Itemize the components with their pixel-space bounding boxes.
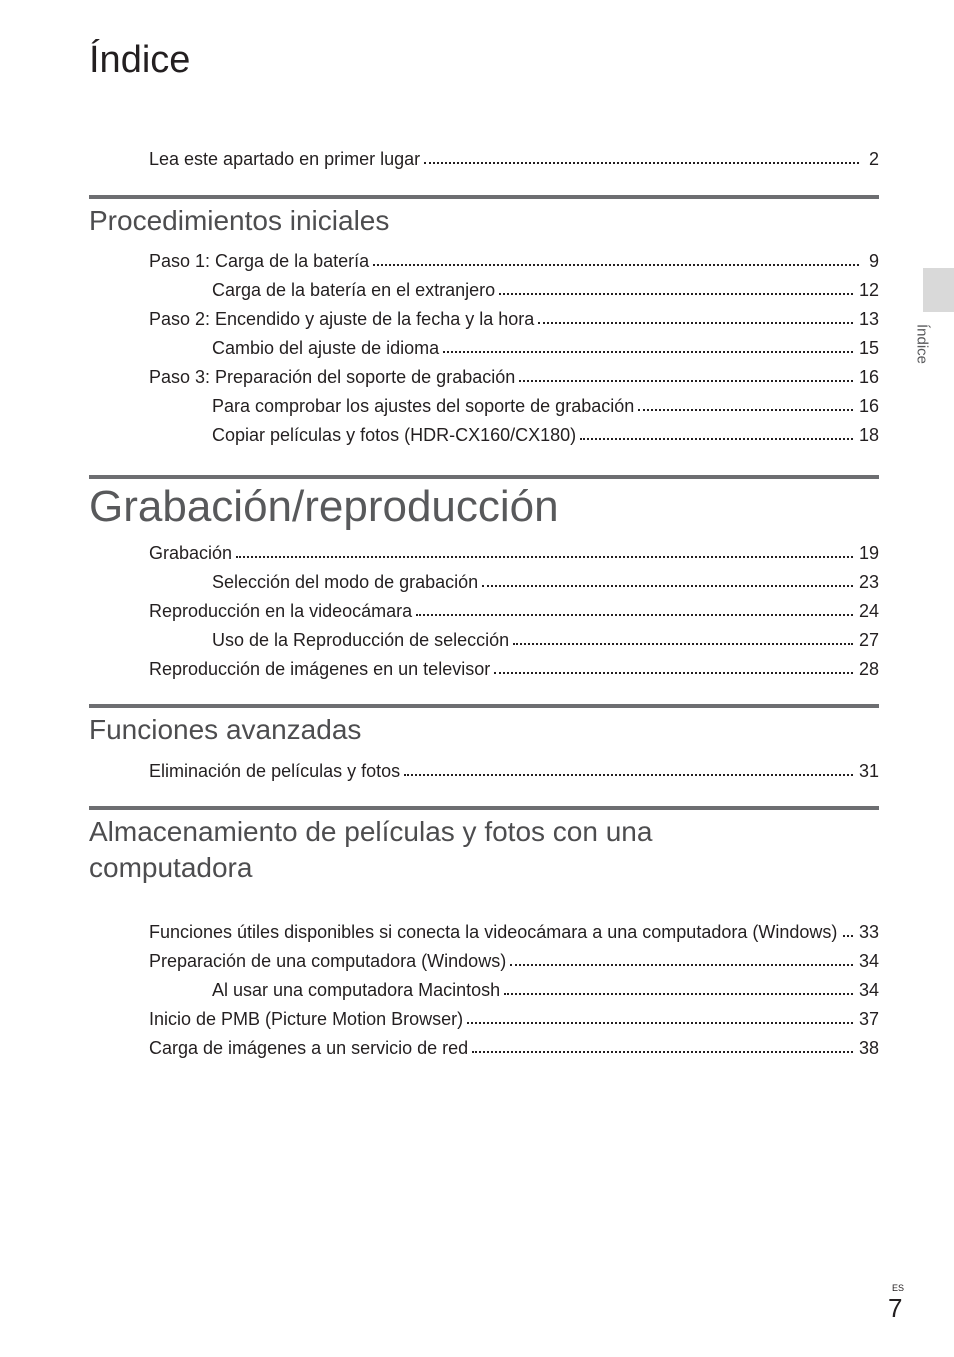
toc-entry[interactable] bbox=[149, 243, 879, 272]
section-title: Funciones avanzadas bbox=[89, 714, 362, 745]
section-procedimientos-iniciales bbox=[89, 195, 879, 239]
toc-page-number: 33 bbox=[858, 922, 879, 942]
dot-leader bbox=[472, 1051, 853, 1053]
dot-leader bbox=[638, 409, 853, 411]
toc-entry[interactable] bbox=[149, 593, 879, 622]
toc-list-section-2 bbox=[149, 535, 879, 680]
toc-entry-text: Inicio de PMB (Picture Motion Browser) bbox=[149, 1009, 464, 1029]
toc-entry[interactable] bbox=[149, 651, 879, 680]
toc-page-number: 15 bbox=[858, 338, 879, 358]
toc-entry[interactable] bbox=[149, 535, 879, 564]
section-grabacion-reproduccion bbox=[89, 475, 879, 533]
toc-page-number: 18 bbox=[858, 425, 879, 445]
section-funciones-avanzadas bbox=[89, 704, 879, 748]
toc-page-number: 16 bbox=[858, 396, 879, 416]
dot-leader bbox=[373, 264, 859, 266]
toc-entry[interactable] bbox=[149, 141, 879, 170]
toc-subentry[interactable] bbox=[149, 972, 879, 1001]
section-title: Procedimientos iniciales bbox=[89, 205, 390, 236]
toc-page-number: 23 bbox=[858, 572, 879, 592]
section-title: Grabación/reproducción bbox=[89, 482, 559, 531]
dot-leader bbox=[843, 935, 853, 937]
dot-leader bbox=[416, 614, 853, 616]
toc-entry-text: Reproducción en la videocámara bbox=[149, 601, 413, 621]
toc-entry-text: Selección del modo de grabación bbox=[212, 572, 479, 592]
dot-leader bbox=[510, 964, 853, 966]
toc-page-number: 13 bbox=[858, 309, 879, 329]
footer-language-code: ES bbox=[892, 1283, 905, 1293]
toc-page-number: 34 bbox=[858, 980, 879, 1000]
toc-entry[interactable] bbox=[149, 1030, 879, 1059]
section-almacenamiento bbox=[89, 806, 879, 886]
toc-entry[interactable] bbox=[149, 301, 879, 330]
toc-subentry[interactable] bbox=[149, 330, 879, 359]
toc-list-section-4 bbox=[149, 891, 879, 1059]
toc-intro bbox=[149, 141, 879, 170]
toc-entry[interactable] bbox=[149, 891, 879, 943]
toc-page-number: 2 bbox=[868, 149, 879, 169]
dot-leader bbox=[504, 993, 853, 995]
dot-leader bbox=[519, 380, 853, 382]
section-title-line: Almacenamiento de películas y fotos con una bbox=[89, 816, 653, 847]
toc-page-number: 37 bbox=[858, 1009, 879, 1029]
page-title: Índice bbox=[89, 39, 191, 81]
side-tab-label: Índice bbox=[913, 323, 931, 365]
footer-page-number: 7 bbox=[888, 1293, 903, 1323]
toc-page-number: 16 bbox=[858, 367, 879, 387]
toc-page-number: 9 bbox=[868, 251, 879, 271]
dot-leader bbox=[467, 1022, 853, 1024]
toc-entry-text: Carga de imágenes a un servicio de red bbox=[149, 1038, 469, 1058]
section-title-line: computadora bbox=[89, 852, 253, 883]
toc-list-section-1 bbox=[149, 243, 879, 446]
toc-entry[interactable] bbox=[149, 359, 879, 388]
toc-page-number: 24 bbox=[858, 601, 879, 621]
toc-entry-text: Funciones útiles disponibles si conecta la videocámara a una computadora (Windows) bbox=[149, 922, 838, 942]
toc-entry-text: Uso de la Reproducción de selección bbox=[212, 630, 510, 650]
section-title bbox=[89, 810, 879, 886]
toc-entry-text: Cambio del ajuste de idioma bbox=[212, 338, 440, 358]
dot-leader bbox=[494, 672, 853, 674]
toc-subentry[interactable] bbox=[149, 564, 879, 593]
side-index-tab bbox=[923, 268, 954, 312]
toc-entry-text: Preparación de una computadora (Windows) bbox=[149, 951, 507, 971]
toc-entry-text: Para comprobar los ajustes del soporte de grabación bbox=[212, 396, 635, 416]
toc-entry-text: Eliminación de películas y fotos bbox=[149, 761, 401, 781]
toc-list-section-3 bbox=[149, 753, 879, 782]
toc-subentry[interactable] bbox=[149, 388, 879, 417]
toc-entry[interactable] bbox=[149, 943, 879, 972]
toc-entry-text: Grabación bbox=[149, 543, 233, 563]
toc-page-number: 38 bbox=[858, 1038, 879, 1058]
toc-entry[interactable] bbox=[149, 753, 879, 782]
dot-leader bbox=[424, 162, 859, 164]
toc-page-number: 12 bbox=[858, 280, 879, 300]
toc-entry[interactable] bbox=[149, 1001, 879, 1030]
toc-entry-text: Reproducción de imágenes en un televisor bbox=[149, 659, 491, 679]
toc-subentry[interactable] bbox=[149, 417, 879, 446]
dot-leader bbox=[513, 643, 853, 645]
toc-entry-text: Al usar una computadora Macintosh bbox=[212, 980, 501, 1000]
toc-page-number: 28 bbox=[858, 659, 879, 679]
toc-page-number: 34 bbox=[858, 951, 879, 971]
toc-entry-text: Carga de la batería en el extranjero bbox=[212, 280, 496, 300]
toc-subentry[interactable] bbox=[149, 272, 879, 301]
toc-entry-text: Paso 1: Carga de la batería bbox=[149, 251, 370, 271]
toc-page-number: 27 bbox=[858, 630, 879, 650]
dot-leader bbox=[499, 293, 853, 295]
toc-page-number: 31 bbox=[858, 761, 879, 781]
dot-leader bbox=[443, 351, 853, 353]
toc-entry-text: Copiar películas y fotos (HDR-CX160/CX180) bbox=[212, 425, 577, 445]
toc-entry-text: Paso 3: Preparación del soporte de grabación bbox=[149, 367, 516, 387]
toc-subentry[interactable] bbox=[149, 622, 879, 651]
toc-page-number: 19 bbox=[858, 543, 879, 563]
dot-leader bbox=[482, 585, 853, 587]
dot-leader bbox=[404, 774, 853, 776]
toc-entry-text: Paso 2: Encendido y ajuste de la fecha y la hora bbox=[149, 309, 535, 329]
dot-leader bbox=[236, 556, 853, 558]
dot-leader bbox=[538, 322, 853, 324]
dot-leader bbox=[580, 438, 853, 440]
toc-entry-text: Lea este apartado en primer lugar bbox=[149, 149, 421, 169]
